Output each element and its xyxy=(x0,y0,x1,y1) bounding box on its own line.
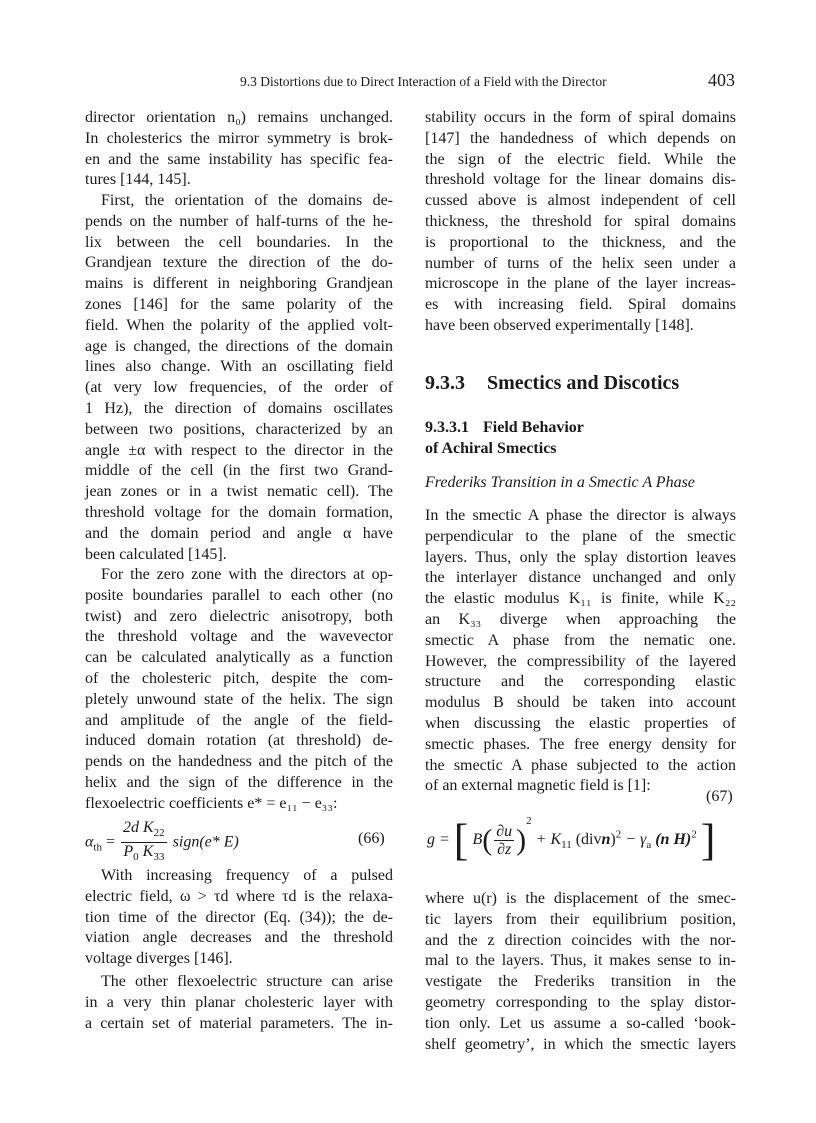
text-line: stability occurs in the form of spiral domains xyxy=(425,109,736,126)
section-heading xyxy=(425,372,679,395)
fraction xyxy=(121,819,167,866)
eq-div: (div xyxy=(575,831,602,848)
text-line: mains is different in neighboring Grandjean xyxy=(85,275,393,293)
right-paragraph-1 xyxy=(425,108,736,337)
text-line: smectic A phase from the nematic one. xyxy=(425,631,736,649)
eq-close: ) xyxy=(610,831,616,848)
text-line: the interlayer distance unchanged and only xyxy=(425,569,736,587)
text-line: and the z direction coincides with the nor- xyxy=(425,931,736,949)
left-paragraph-2 xyxy=(85,191,393,565)
text-line: In the smectic A phase the director is always xyxy=(425,507,736,524)
text-line: induced domain rotation (at threshold) de- xyxy=(85,732,393,750)
text-line: number of turns of the helix seen under a xyxy=(425,254,736,272)
den-text2: K xyxy=(138,843,154,861)
text-line: shelf geometry’, in which the smectic layers xyxy=(425,1035,736,1053)
text-line: tures [144, 145]. xyxy=(85,171,191,189)
subsection-title-1: Field Behavior xyxy=(483,419,584,436)
text-line: in a very thin planar cholesteric layer with xyxy=(85,993,393,1011)
text-line: when discussing the elastic properties of xyxy=(425,714,736,732)
den-sub0: 0 xyxy=(133,851,139,864)
text-line: modulus B should be taken into account xyxy=(425,694,736,712)
left-bracket: [ xyxy=(453,815,469,865)
text-line: a certain set of material parameters. The in- xyxy=(85,1014,393,1032)
section-number: 9.3.3 xyxy=(425,372,465,394)
subsubsection-heading: Frederiks Transition in a Smectic A Phase xyxy=(425,474,695,491)
subsection-heading xyxy=(425,417,584,459)
text-line: structure and the corresponding elastic xyxy=(425,673,736,691)
text-line: First, the orientation of the domains de- xyxy=(101,192,393,209)
text-line: an K₃₃ diverge when approaching the xyxy=(425,610,736,628)
text-line: the sign of the electric field. While the xyxy=(425,150,736,168)
text-line: thickness, the threshold for spiral domains xyxy=(425,212,736,230)
text-line: In cholesterics the mirror symmetry is brok- xyxy=(85,129,393,147)
text-line: threshold voltage for the linear domains dis- xyxy=(425,171,736,189)
text-line: helix and the sign of the difference in the xyxy=(85,773,393,791)
text-line: The other flexoelectric structure can arise xyxy=(101,973,393,990)
right-bracket: ] xyxy=(700,815,716,865)
text-line: smectic phases. The free energy density for xyxy=(425,735,736,753)
eq-rhs: sign(e* E) xyxy=(172,833,239,851)
exponent3: 2 xyxy=(691,828,697,841)
text-line: and amplitude of the angle of the field- xyxy=(85,711,393,729)
text-line: director orientation n₀) remains unchanged. xyxy=(85,109,393,126)
text-line: Grandjean texture the direction of the do- xyxy=(85,254,393,272)
text-line: posite boundaries parallel to each other (no xyxy=(85,586,393,604)
eq-lhs: α xyxy=(85,833,94,851)
eq-k: + K xyxy=(535,831,562,848)
text-line: angle ±α with respect to the director in the xyxy=(85,441,393,459)
text-line: lix between the cell boundaries. In the xyxy=(85,233,393,251)
right-paragraph-3 xyxy=(425,889,736,1055)
text-line: However, the compressibility of the layered xyxy=(425,652,736,670)
text-line: jean zones or in a twist nematic cell). The xyxy=(85,483,393,501)
denominator: ∂z xyxy=(497,840,512,858)
text-line: tion only. Let us assume a so-called ‘book- xyxy=(425,1014,736,1032)
numerator xyxy=(121,819,167,843)
text-line: where u(r) is the displacement of the smec- xyxy=(425,890,736,907)
text-line: between two positions, characterized by an xyxy=(85,420,393,438)
text-line: the smectic A phase subjected to the action xyxy=(425,756,736,774)
text-line: es with increasing field. Spiral domains xyxy=(425,296,736,314)
text-line: can be calculated analytically as a function xyxy=(85,649,393,667)
section-title: Smectics and Discotics xyxy=(487,372,680,394)
equation-66 xyxy=(85,819,239,866)
den-sub: 33 xyxy=(153,851,165,864)
text-line: the threshold voltage and the wavevector xyxy=(85,628,393,646)
text-line: tic layers from their equilibrium position, xyxy=(425,910,736,928)
equation-number-67: (67) xyxy=(706,788,733,805)
exponent: 2 xyxy=(526,815,532,827)
eq-nh: (n H) xyxy=(655,831,692,848)
left-paragraph-1 xyxy=(85,108,393,191)
text-line: the elastic modulus K₁₁ is finite, while K₂₂ xyxy=(425,590,736,608)
text-line: [147] the handedness of which depends on xyxy=(425,129,736,147)
running-header: 9.3 Distortions due to Direct Interaction of a Field with the Director xyxy=(240,74,607,89)
right-paragraph-2 xyxy=(425,506,736,797)
text-line: field. When the polarity of the applied volt- xyxy=(85,316,393,334)
eq-sub: th xyxy=(93,841,102,854)
text-line: middle of the cell (in the first two Grand- xyxy=(85,462,393,480)
text-line: viation angle decreases and the threshold xyxy=(85,929,393,947)
text-line: cussed above is almost independent of cell xyxy=(425,192,736,210)
text-line: age is changed, the directions of the domain xyxy=(85,337,393,355)
eq-n: n xyxy=(601,831,611,848)
text-line: pletely unwound state of the helix. The sign xyxy=(85,690,393,708)
text-line: of an external magnetic field is [1]: xyxy=(425,777,651,795)
text-line: zones [146] for the same polarity of the xyxy=(85,295,393,313)
text-line: pends on the number of half-turns of the he- xyxy=(85,212,393,230)
left-paragraph-3 xyxy=(85,565,393,815)
eq-k-sub: 11 xyxy=(561,839,572,852)
text-line: layers. Thus, only the splay distortion leaves xyxy=(425,548,736,566)
eq-b: B xyxy=(472,831,483,848)
subsection-title-2: of Achiral Smectics xyxy=(425,440,557,457)
text-line: vestigate the Frederiks transition in the xyxy=(425,973,736,991)
subsection-number: 9.3.3.1 xyxy=(425,419,469,436)
text-line: voltage diverges [146]. xyxy=(85,950,233,968)
text-line: en and the same instability has specific fea- xyxy=(85,150,393,168)
text-line: microscope in the plane of the layer increas- xyxy=(425,275,736,293)
text-line: lines also change. With an oscillating field xyxy=(85,358,393,376)
num-text: 2d K xyxy=(123,819,154,836)
text-line: (at very low frequencies, of the order of xyxy=(85,379,393,397)
text-line: 1 Hz), the direction of domains oscillates xyxy=(85,399,393,417)
text-line: With increasing frequency of a pulsed xyxy=(101,867,393,884)
text-line: and the domain period and angle α have xyxy=(85,524,393,542)
text-line: twist) and zero dielectric anisotropy, both xyxy=(85,607,393,625)
eq-gamma-sub: a xyxy=(646,839,652,852)
text-line: of the cholesteric pitch, despite the com- xyxy=(85,669,393,687)
text-line: geometry corresponding to the splay distor- xyxy=(425,993,736,1011)
left-paren: ( xyxy=(482,823,493,857)
text-line: been calculated [145]. xyxy=(85,545,227,563)
den-text: P xyxy=(123,843,134,861)
eq-gamma: − γ xyxy=(621,831,647,848)
equation-number-66: (66) xyxy=(358,830,385,847)
left-paragraph-4 xyxy=(85,866,393,970)
text-line: For the zero zone with the directors at op- xyxy=(101,566,393,583)
text-line: is proportional to the thickness, and the xyxy=(425,233,736,251)
eq-equals: = xyxy=(105,833,115,851)
right-paren: ) xyxy=(516,823,527,857)
text-line: pends on the handedness and the pitch of the xyxy=(85,753,393,771)
equation-67 xyxy=(427,815,716,865)
text-line: electric field, ω > τd where τd is the relaxa- xyxy=(85,887,393,905)
eq-lhs: g = xyxy=(427,831,450,848)
fraction xyxy=(494,823,514,858)
text-line: have been observed experimentally [148]. xyxy=(425,316,694,334)
left-paragraph-5 xyxy=(85,972,393,1034)
denominator xyxy=(123,843,164,866)
text-line: tion time of the director (Eq. (34)); the de- xyxy=(85,908,393,926)
numerator: ∂u xyxy=(496,822,513,840)
text-line: flexoelectric coefficients e* = e₁₁ − e₃₃: xyxy=(85,794,338,812)
page-number: 403 xyxy=(708,70,735,90)
text-line: perpendicular to the plane of the smectic xyxy=(425,527,736,545)
num-sub: 22 xyxy=(153,827,165,840)
text-line: threshold voltage for the domain formation, xyxy=(85,503,393,521)
exponent2: 2 xyxy=(615,828,622,841)
text-line: mal to the layers. Thus, it makes sense to in- xyxy=(425,952,736,970)
